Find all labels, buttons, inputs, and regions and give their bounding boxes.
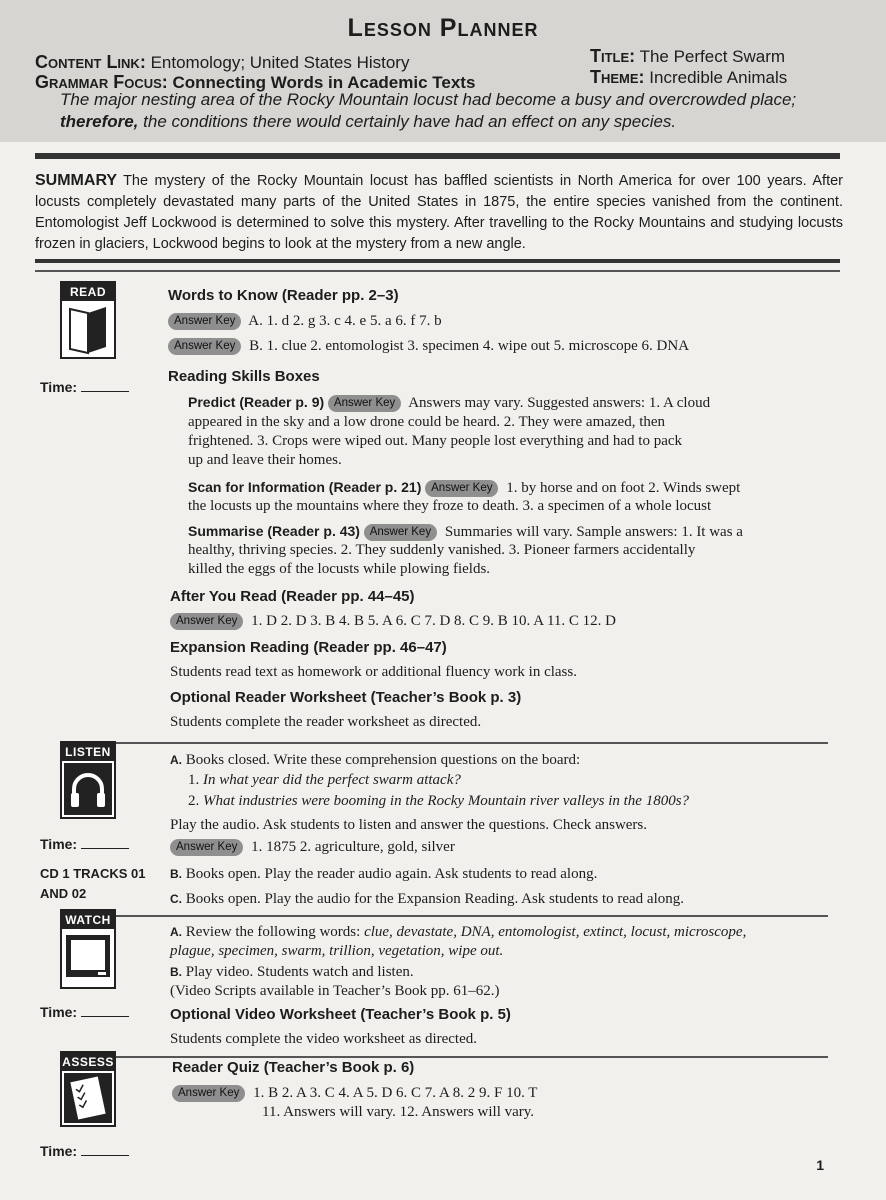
page-title: Lesson Planner — [347, 14, 539, 42]
predict-line2: appeared in the sky and a low drone could be heard. 2. They were amazed, then — [188, 414, 666, 430]
summarise-line2: healthy, thriving species. 2. They suddenly vanished. 3. Pioneer farmers accidentally — [188, 542, 696, 558]
grammar-example: The major nesting area of the Rocky Mountain locust had become a busy and overcrowded place; therefore, the conditions there would certainly have had an effect on any species. — [60, 90, 797, 131]
watch-step-a: A. Review the following words: clue, devastate, DNA, entomologist, extinct, locust, microscope, — [170, 924, 747, 940]
scan-line1: Scan for Information (Reader p. 21) Answer Key 1. by horse and on foot 2. Winds swept — [188, 479, 741, 496]
grammar-focus: Grammar Focus: Connecting Words in Academic Texts — [35, 72, 476, 92]
quiz-heading: Reader Quiz (Teacher’s Book p. 6) — [172, 1059, 415, 1076]
headphones-icon — [62, 761, 114, 817]
read-icon: READ — [60, 281, 116, 359]
words-answers-a: Answer Key A. 1. d 2. g 3. c 4. e 5. a 6. f 7. b — [168, 311, 442, 331]
words-answers-b: Answer Key B. 1. clue 2. entomologist 3. specimen 4. wipe out 5. microscope 6. DNA — [168, 336, 689, 356]
checklist-icon — [62, 1071, 114, 1125]
listen-answers: Answer Key 1. 1875 2. agriculture, gold, silver — [170, 837, 455, 857]
listen-time[interactable]: Time: — [40, 836, 129, 852]
divider — [35, 153, 840, 159]
summary-label: SUMMARY — [35, 172, 118, 189]
predict-line1: Predict (Reader p. 9) Answer Key Answers may vary. Suggested answers: 1. A cloud — [188, 394, 711, 411]
screen-icon — [62, 929, 114, 987]
watch-step-b: B. Play video. Students watch and listen. — [170, 964, 414, 980]
skills-heading: Reading Skills Boxes — [168, 368, 320, 385]
predict-line4: up and leave their homes. — [188, 452, 342, 468]
watch-icon: WATCH — [60, 909, 116, 989]
reader-worksheet-text: Students complete the reader worksheet as directed. — [170, 714, 482, 730]
scan-line2: the locusts up the mountains where they froze to death. 3. a specimen of a whole locust — [188, 498, 712, 514]
assess-time[interactable]: Time: — [40, 1143, 129, 1159]
divider — [35, 259, 840, 263]
listen-question-2: 2. What industries were booming in the Rocky Mountain river valleys in the 1800s? — [188, 793, 690, 809]
words-heading: Words to Know (Reader pp. 2–3) — [168, 287, 399, 304]
summary — [35, 170, 843, 255]
summarise-line1: Summarise (Reader p. 43) Answer Key Summaries will vary. Sample answers: 1. It was a — [188, 523, 743, 540]
predict-line3: frightened. 3. Crops were wiped out. Many people lost everything and had to pack — [188, 433, 683, 449]
listen-step-a: A. Books closed. Write these comprehension questions on the board: — [170, 752, 581, 768]
after-heading: After You Read (Reader pp. 44–45) — [170, 588, 415, 605]
reader-worksheet-heading: Optional Reader Worksheet (Teacher’s Book p. 3) — [170, 689, 522, 706]
read-time[interactable]: Time: — [40, 379, 129, 395]
summary-text: The mystery of the Rocky Mountain locust has baffled scientists in North America for over 100 years. After locusts completely devastated many parts of the United States in 1875, the entire species vanished from the continent. Entomologist Jeff Lockwood is determined to solve this mystery. After travelling to the Rocky Mountains and studying locusts frozen in glaciers, Lockwood begins to look at the mystery from a new angle. — [35, 173, 843, 252]
watch-script-note: (Video Scripts available in Teacher’s Book pp. 61–62.) — [170, 983, 500, 999]
divider — [35, 270, 840, 272]
header-band — [0, 0, 886, 142]
cd-tracks: CD 1 TRACKS 01 AND 02 — [40, 866, 146, 901]
video-worksheet-text: Students complete the video worksheet as directed. — [170, 1031, 477, 1047]
page-number: 1 — [816, 1157, 824, 1173]
expansion-heading: Expansion Reading (Reader pp. 46–47) — [170, 639, 447, 656]
listen-play-text: Play the audio. Ask students to listen and answer the questions. Check answers. — [170, 817, 648, 833]
listen-step-c: C. Books open. Play the audio for the Expansion Reading. Ask students to read along. — [170, 891, 685, 907]
summarise-line3: killed the eggs of the locusts while plowing fields. — [188, 561, 491, 577]
lesson-title: Title: The Perfect Swarm — [590, 46, 786, 66]
after-answers: Answer Key 1. D 2. D 3. B 4. B 5. A 6. C 7. D 8. C 9. B 10. A 11. C 12. D — [170, 611, 616, 631]
listen-step-b: B. Books open. Play the reader audio again. Ask students to read along. — [170, 866, 598, 882]
video-worksheet-heading: Optional Video Worksheet (Teacher’s Book p. 5) — [170, 1006, 511, 1023]
watch-time[interactable]: Time: — [40, 1004, 129, 1020]
lesson-theme: Theme: Incredible Animals — [590, 67, 788, 87]
listen-question-1: 1. In what year did the perfect swarm attack? — [188, 772, 461, 788]
quiz-answers-1: Answer Key 1. B 2. A 3. C 4. A 5. D 6. C 7. A 8. 2 9. F 10. T — [172, 1083, 537, 1103]
content-link: Content Link: Entomology; United States History — [35, 52, 410, 72]
watch-step-a-words: plague, specimen, swarm, trillion, vegetation, wipe out. — [170, 943, 504, 959]
listen-icon: LISTEN — [60, 741, 116, 819]
divider — [60, 742, 828, 744]
book-icon — [62, 301, 114, 357]
divider — [60, 915, 828, 917]
assess-icon: ASSESS — [60, 1051, 116, 1127]
expansion-text: Students read text as homework or additional fluency work in class. — [170, 664, 577, 680]
quiz-answers-2: 11. Answers will vary. 12. Answers will vary. — [262, 1104, 535, 1120]
divider — [60, 1056, 828, 1058]
